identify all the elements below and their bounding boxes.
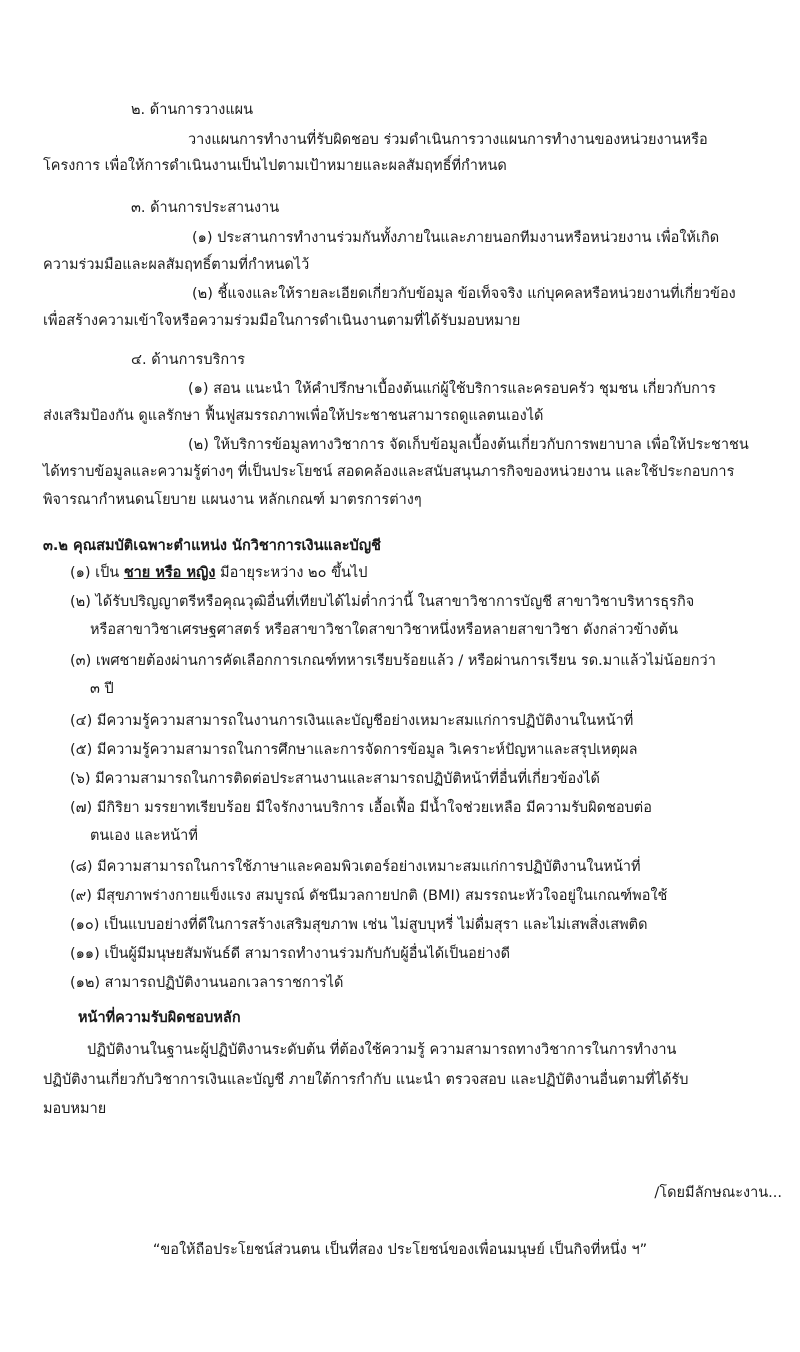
qualification-3-line-2: ๓ ปี <box>90 681 114 697</box>
qualifications-heading: ๓.๒ คุณสมบัติเฉพาะตำแหน่ง นักวิชาการเงินและบัญชี <box>43 538 381 554</box>
qualification-1 <box>70 563 367 583</box>
qualification-3-line-1: (๓) เพศชายต้องผ่านการคัดเลือกการเกณฑ์ทหารเรียบร้อยแล้ว / หรือผ่านการเรียน รด.มาแล้วไม่น้อยกว่า <box>70 653 716 669</box>
coordination-item-1-line-1: (๑) ประสานการทำงานร่วมกันทั้งภายในและภายนอกทีมงานหรือหน่วยงาน เพื่อให้เกิด <box>192 230 720 246</box>
qualification-7-line-1: (๗) มีกิริยา มรรยาทเรียบร้อย มีใจรักงานบริการ เอื้อเฟื้อ มีน้ำใจช่วยเหลือ มีความรับผิดชอบต่อ <box>70 800 652 816</box>
duties-line-3: มอบหมาย <box>43 1101 107 1117</box>
qualification-2-line-2: หรือสาขาวิชาเศรษฐศาสตร์ หรือสาขาวิชาใดสาขาวิชาหนึ่งหรือหลายสาขาวิชา ดังกล่าวข้างต้น <box>90 622 679 638</box>
continuation-note: /โดยมีลักษณะงาน... <box>654 1185 782 1201</box>
qualification-2-line-1: (๒) ได้รับปริญญาตรีหรือคุณวุฒิอื่นที่เทียบได้ไม่ต่ำกว่านี้ ในสาขาวิชาการบัญชี สาขาวิชาบริหารธุรกิจ <box>70 594 695 610</box>
duties-line-1: ปฏิบัติงานในฐานะผู้ปฏิบัติงานระดับต้น ที่ต้องใช้ความรู้ ความสามารถทางวิชาการในการทำงาน <box>87 1042 677 1058</box>
planning-heading: ๒. ด้านการวางแผน <box>131 102 254 118</box>
coordination-item-2-line-1: (๒) ชี้แจงและให้รายละเอียดเกี่ยวกับข้อมูล ข้อเท็จจริง แก่บุคคลหรือหน่วยงานที่เกี่ยวข้อง <box>192 286 736 302</box>
service-item-2-line-1: (๒) ให้บริการข้อมูลทางวิชาการ จัดเก็บข้อมูลเบื้องต้นเกี่ยวกับการพยาบาล เพื่อให้ประชาชน <box>188 437 749 453</box>
qualification-1-gender: ชาย หรือ หญิง <box>123 565 216 581</box>
qualification-1-suffix: มีอายุระหว่าง ๒๐ ขึ้นไป <box>215 565 368 581</box>
qualification-5: (๕) มีความรู้ความสามารถในการศึกษาและการจัดการข้อมูล วิเคราะห์ปัญหาและสรุปเหตุผล <box>70 742 638 758</box>
service-item-1-line-1: (๑) สอน แนะนำ ให้คำปรึกษาเบื้องต้นแก่ผู้ใช้บริการและครอบครัว ชุมชน เกี่ยวกับการ <box>188 381 716 397</box>
qualification-12: (๑๒) สามารถปฏิบัติงานนอกเวลาราชการได้ <box>70 975 344 991</box>
qualification-10: (๑๐) เป็นแบบอย่างที่ดีในการสร้างเสริมสุขภาพ เช่น ไม่สูบบุหรี่ ไม่ดื่มสุรา และไม่เสพสิ่งเสพติด <box>70 917 648 933</box>
coordination-item-2-line-2: เพื่อสร้างความเข้าใจหรือความร่วมมือในการดำเนินงานตามที่ได้รับมอบหมาย <box>43 313 521 329</box>
qualification-9: (๙) มีสุขภาพร่างกายแข็งแรง สมบูรณ์ ดัชนีมวลกายปกติ (BMI) สมรรถนะหัวใจอยู่ในเกณฑ์พอใช้ <box>70 888 668 904</box>
duties-line-2: ปฏิบัติงานเกี่ยวกับวิชาการเงินและบัญชี ภายใต้การกำกับ แนะนำ ตรวจสอบ และปฏิบัติงานอื่นตามที่ได้รับ <box>43 1072 689 1088</box>
service-item-2-line-3: พิจารณากำหนดนโยบาย แผนงาน หลักเกณฑ์ มาตรการต่างๆ <box>43 492 422 508</box>
qualification-1-prefix: (๑) เป็น <box>70 565 124 581</box>
planning-line-1: วางแผนการทำงานที่รับผิดชอบ ร่วมดำเนินการวางแผนการทำงานของหน่วยงานหรือ <box>188 132 708 148</box>
service-item-2-line-2: ได้ทราบข้อมูลและความรู้ต่างๆ ที่เป็นประโยชน์ สอดคล้องและสนับสนุนภารกิจของหน่วยงาน และใช้ประกอบการ <box>43 464 735 480</box>
qualification-11: (๑๑) เป็นผู้มีมนุษยสัมพันธ์ดี สามารถทำงานร่วมกับกับผู้อื่นได้เป็นอย่างดี <box>70 946 511 962</box>
service-item-1-line-2: ส่งเสริมป้องกัน ดูแลรักษา ฟื้นฟูสมรรถภาพเพื่อให้ประชาชนสามารถดูแลตนเองได้ <box>43 408 544 424</box>
planning-line-2: โครงการ เพื่อให้การดำเนินงานเป็นไปตามเป้าหมายและผลสัมฤทธิ์ที่กำหนด <box>43 158 507 174</box>
coordination-heading: ๓. ด้านการประสานงาน <box>131 200 280 216</box>
qualification-4: (๔) มีความรู้ความสามารถในงานการเงินและบัญชีอย่างเหมาะสมแก่การปฏิบัติงานในหน้าที่ <box>70 713 634 729</box>
qualification-7-line-2: ตนเอง และหน้าที่ <box>90 828 198 844</box>
qualification-8: (๘) มีความสามารถในการใช้ภาษาและคอมพิวเตอร์อย่างเหมาะสมแก่การปฏิบัติงานในหน้าที่ <box>70 859 641 875</box>
coordination-item-1-line-2: ความร่วมมือและผลสัมฤทธิ์ตามที่กำหนดไว้ <box>43 257 310 273</box>
motto-footer: “ขอให้ถือประโยชน์ส่วนตน เป็นที่สอง ประโยชน์ของเพื่อนมนุษย์ เป็นกิจที่หนึ่ง ฯ” <box>152 1242 648 1258</box>
duties-heading: หน้าที่ความรับผิดชอบหลัก <box>78 1010 241 1026</box>
qualification-6: (๖) มีความสามารถในการติดต่อประสานงานและสามารถปฏิบัติหน้าที่อื่นที่เกี่ยวข้องได้ <box>70 771 600 787</box>
service-heading: ๔. ด้านการบริการ <box>131 352 246 368</box>
